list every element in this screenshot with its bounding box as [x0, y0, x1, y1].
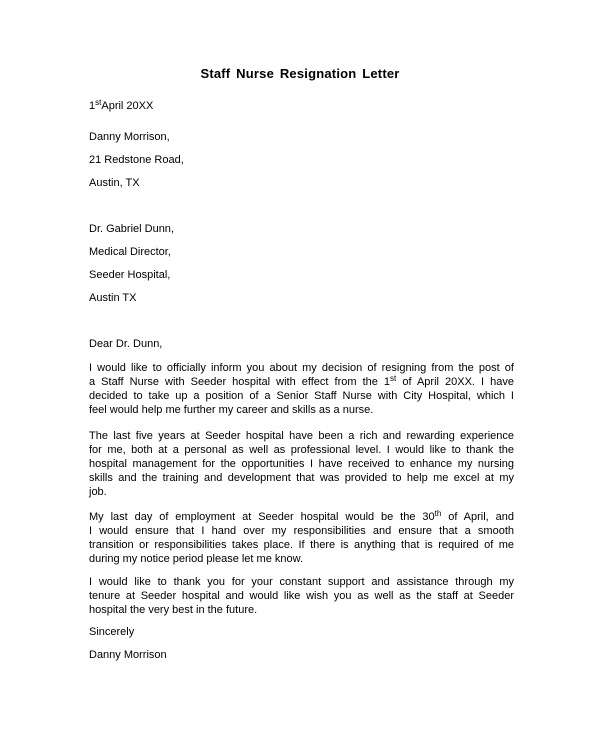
paragraph-3-line: I would ensure that I hand over my responsibilities and ensure that a smooth [89, 525, 514, 537]
recipient-city: Austin TX [89, 292, 137, 304]
date-day: 1 [89, 100, 96, 112]
paragraph-1-superscript: st [390, 374, 397, 383]
paragraph-3-line [89, 510, 514, 524]
paragraph-3-line: during my notice period please let me know. [89, 553, 304, 565]
paragraph-3-superscript: th [434, 509, 442, 518]
paragraph-4-line: hospital the very best in the future. [89, 604, 258, 616]
paragraph-1-line [89, 375, 514, 389]
paragraph-1 [89, 361, 514, 417]
date-suffix: st [95, 98, 102, 107]
letter-date [89, 99, 153, 114]
sender-name: Danny Morrison, [89, 131, 170, 143]
paragraph-2-line: hospital management for the opportunities I have received to enhance my nursing [89, 458, 514, 470]
paragraph-3-text: My last day of employment at Seeder hospital would be the 30 [89, 511, 435, 523]
paragraph-1-line: I would like to officially inform you about my decision of resigning from the post of [89, 362, 514, 374]
paragraph-1-line: feel would help me further my career and skills as a nurse. [89, 404, 374, 416]
paragraph-4 [89, 575, 514, 617]
paragraph-4-line: I would like to thank you for your constant support and assistance through my [89, 576, 514, 588]
paragraph-3-text: of April, and [441, 511, 514, 523]
sender-city: Austin, TX [89, 177, 140, 189]
paragraph-1-line: decided to take up a position of a Senior Staff Nurse with City Hospital, which I [89, 390, 514, 402]
recipient-title: Medical Director, [89, 246, 171, 258]
paragraph-1-text: of April 20XX. I have [396, 376, 514, 388]
sender-street: 21 Redstone Road, [89, 154, 184, 166]
signature: Danny Morrison [89, 649, 167, 661]
recipient-organization: Seeder Hospital, [89, 269, 171, 281]
paragraph-2-line: The last five years at Seeder hospital have been a rich and rewarding experience [89, 430, 514, 442]
closing: Sincerely [89, 626, 135, 638]
paragraph-3 [89, 510, 514, 566]
paragraph-2 [89, 429, 514, 499]
paragraph-3-line: transition or responsibilities takes place. If there is anything that is required of me [89, 539, 514, 551]
salutation: Dear Dr. Dunn, [89, 338, 163, 350]
date-rest: April 20XX [101, 100, 154, 112]
paragraph-1-text: a Staff Nurse with Seeder hospital with effect from the 1 [89, 376, 391, 388]
paragraph-2-line: for me, both at a personal as well as professional level. I would like to thank the [89, 444, 514, 456]
recipient-name: Dr. Gabriel Dunn, [89, 223, 174, 235]
paragraph-2-line: job. [89, 486, 107, 498]
paragraph-2-line: skills and the training and development that was provided to help me excel at my [89, 472, 514, 484]
paragraph-4-line: tenure at Seeder hospital and would like wish you as well as the staff at Seeder [89, 590, 514, 602]
letter-title: Staff Nurse Resignation Letter [200, 66, 400, 81]
